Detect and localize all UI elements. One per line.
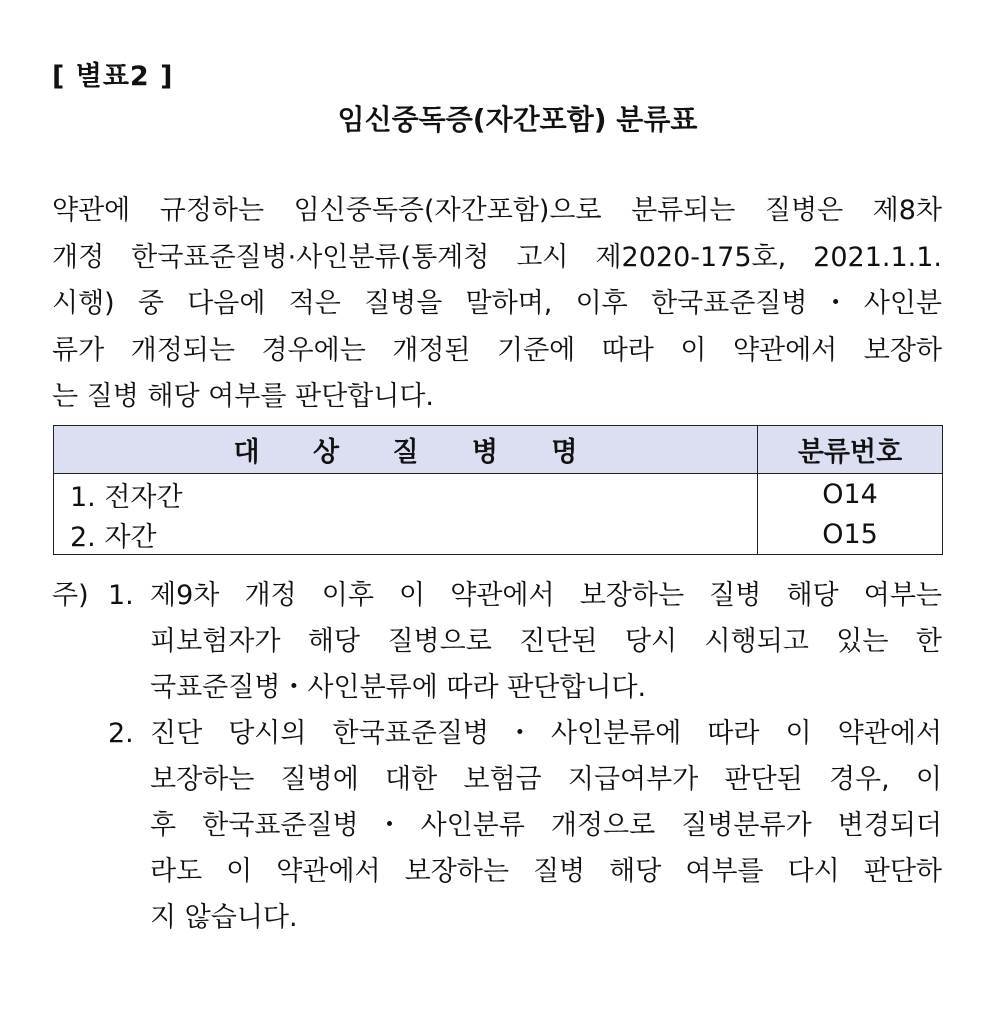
table-header-row [54, 426, 943, 474]
note-item [52, 573, 942, 711]
intro-line: 는 질병 해당 여부를 판단합니다. [52, 381, 434, 412]
notes-prefix: 주) [52, 580, 89, 611]
note-text [150, 573, 942, 711]
table-row [54, 474, 943, 515]
notes-section [52, 573, 942, 941]
table-row [54, 514, 943, 555]
note-line: 지 않습니다. [150, 902, 298, 933]
note-line: 보장하는 질병에 대한 보험금 지급여부가 판단된 경우, 이 [150, 764, 942, 795]
intro-line: 개정 한국표준질병·사인분류(통계청 고시 제2020-175호, 2021.1.1. [52, 241, 942, 273]
note-line: 진단 당시의 한국표준질병・사인분류에 따라 이 약관에서 [150, 718, 942, 749]
intro-line: 시행) 중 다음에 적은 질병을 말하며, 이후 한국표준질병・사인분 [52, 288, 942, 319]
note-line: 피보험자가 해당 질병으로 진단된 당시 시행되고 있는 한 [150, 626, 942, 657]
disease-name-cell: 2. 자간 [54, 514, 758, 555]
intro-line: 약관에 규정하는 임신중독증(자간포함)으로 분류되는 질병은 제8차 [52, 195, 942, 226]
note-line: 라도 이 약관에서 보장하는 질병 해당 여부를 다시 판단하 [150, 856, 942, 887]
classification-table [53, 425, 943, 555]
page-title: 임신중독증(자간포함) 분류표 [337, 103, 698, 136]
note-number: 2. [108, 718, 134, 749]
appendix-label: [ 별표2 ] [52, 61, 174, 92]
column-header-disease-name: 대 상 질 병 명 [54, 426, 758, 474]
intro-paragraph [52, 188, 942, 421]
code-cell: O15 [758, 514, 943, 555]
code-cell: O14 [758, 474, 943, 515]
note-number: 1. [108, 580, 134, 611]
note-text [150, 711, 942, 941]
disease-name-cell: 1. 전자간 [54, 474, 758, 515]
note-item [52, 711, 942, 941]
note-line: 제9차 개정 이후 이 약관에서 보장하는 질병 해당 여부는 [150, 580, 942, 611]
intro-line: 류가 개정되는 경우에는 개정된 기준에 따라 이 약관에서 보장하 [52, 334, 942, 366]
note-line: 후 한국표준질병・사인분류 개정으로 질병분류가 변경되더 [150, 810, 942, 841]
column-header-code: 분류번호 [758, 426, 943, 474]
note-line: 국표준질병・사인분류에 따라 판단합니다. [150, 672, 647, 703]
